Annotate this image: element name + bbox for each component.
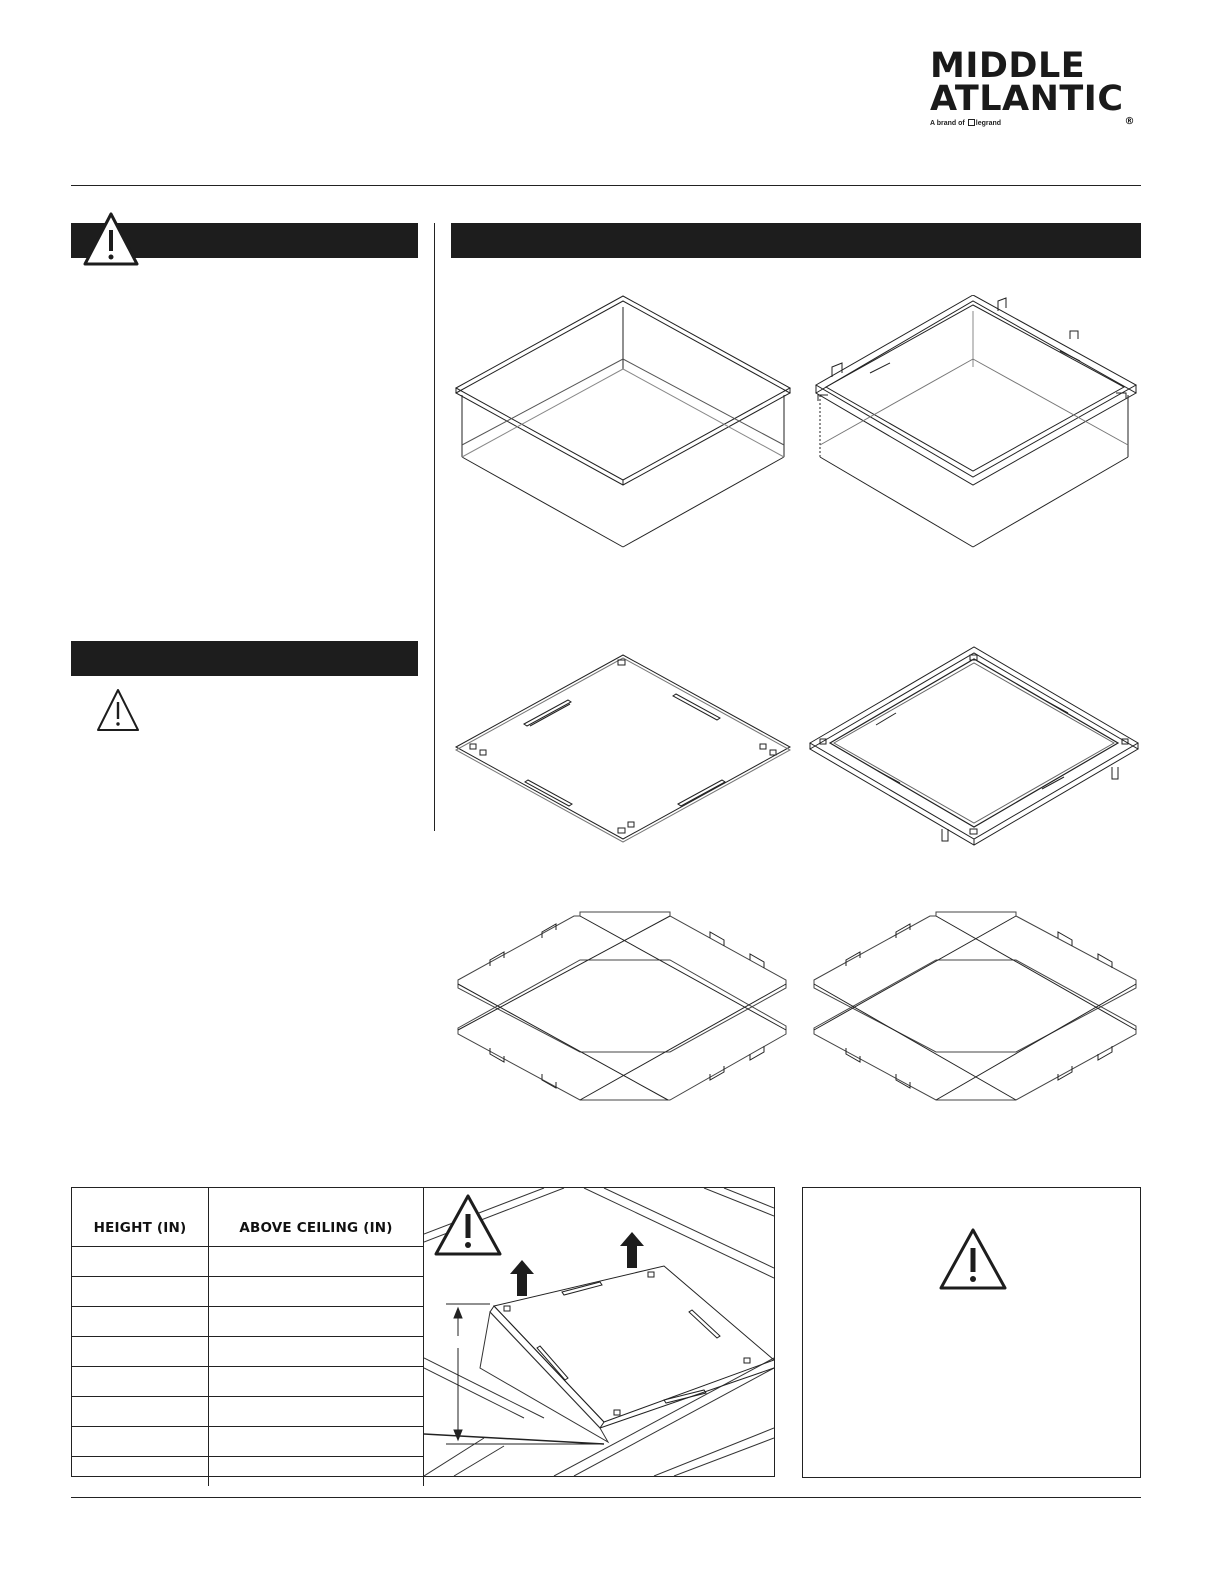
up-arrow-icon bbox=[620, 1232, 644, 1268]
table-row bbox=[72, 1307, 424, 1337]
footer-rule bbox=[71, 1497, 1141, 1498]
column-separator bbox=[434, 223, 435, 831]
warning-icon bbox=[432, 1192, 504, 1258]
warning-icon bbox=[95, 687, 141, 733]
table-cell bbox=[72, 1247, 209, 1277]
table-header-row bbox=[72, 1188, 424, 1247]
mounting-plate-illustration bbox=[450, 650, 800, 855]
caution-section-bar bbox=[71, 641, 418, 676]
table-cell bbox=[209, 1247, 424, 1277]
dimension-arrow-icon bbox=[454, 1308, 462, 1318]
dimensions-table-panel bbox=[71, 1187, 775, 1477]
brand-logo bbox=[930, 46, 1150, 127]
table-cell bbox=[209, 1307, 424, 1337]
caution-note-panel bbox=[802, 1187, 1141, 1478]
table-cell bbox=[209, 1397, 424, 1427]
tagline-prefix: A brand of bbox=[930, 120, 965, 127]
products-section-bar bbox=[451, 223, 1141, 258]
ceiling-tile-alt-illustration bbox=[806, 908, 1146, 1108]
logo-tagline bbox=[930, 119, 1150, 127]
logo-line-1: MIDDLE bbox=[930, 46, 1086, 86]
table-row bbox=[72, 1277, 424, 1307]
table-row bbox=[72, 1397, 424, 1427]
table-row bbox=[72, 1247, 424, 1277]
table-cell bbox=[72, 1367, 209, 1397]
logo-line-2-text: ATLANTIC bbox=[930, 79, 1124, 119]
legrand-mark-icon bbox=[968, 119, 975, 126]
table-row bbox=[72, 1337, 424, 1367]
dimensions-table bbox=[72, 1188, 424, 1486]
parent-brand: legrand bbox=[975, 120, 1002, 127]
table-cell bbox=[72, 1277, 209, 1307]
warning-icon bbox=[937, 1226, 1009, 1292]
column-header-above-ceiling: ABOVE CEILING (IN) bbox=[209, 1188, 424, 1247]
table-cell bbox=[209, 1427, 424, 1457]
table-row bbox=[72, 1457, 424, 1487]
ceiling-tile-illustration bbox=[450, 908, 800, 1108]
table-cell bbox=[72, 1307, 209, 1337]
table-cell bbox=[72, 1427, 209, 1457]
table-cell bbox=[209, 1367, 424, 1397]
table-row bbox=[72, 1427, 424, 1457]
back-box-illustration bbox=[450, 295, 800, 555]
warning-icon bbox=[82, 210, 140, 268]
header-rule bbox=[71, 185, 1141, 186]
table-cell bbox=[209, 1457, 424, 1487]
table-cell bbox=[72, 1397, 209, 1427]
table-row bbox=[72, 1367, 424, 1397]
registered-mark: ® bbox=[1124, 116, 1136, 127]
table-cell bbox=[209, 1277, 424, 1307]
table-cell bbox=[209, 1337, 424, 1367]
frame-illustration bbox=[806, 643, 1146, 853]
back-box-bracket-illustration bbox=[810, 295, 1150, 555]
table-cell bbox=[72, 1457, 209, 1487]
up-arrow-icon bbox=[510, 1260, 534, 1296]
table-cell bbox=[72, 1337, 209, 1367]
column-header-height: HEIGHT (IN) bbox=[72, 1188, 209, 1247]
